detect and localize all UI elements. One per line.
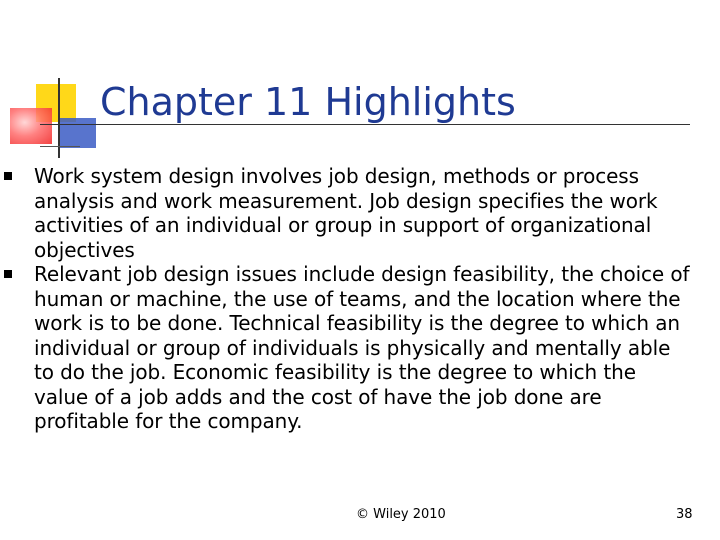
decorative-logo <box>0 0 110 170</box>
slide-title: Chapter 11 Highlights <box>100 80 516 124</box>
red-square <box>10 108 52 144</box>
square-bullet-icon <box>4 270 12 278</box>
logo-horizontal-line <box>40 124 100 125</box>
bullet-text: Work system design involves job design, methods or process analysis and work measurement. Job design specifies the work activities of an individual or group in support of organizational objectives <box>34 164 658 262</box>
logo-lower-line <box>40 146 80 147</box>
square-bullet-icon <box>4 172 12 180</box>
blue-square <box>60 118 96 148</box>
title-underline <box>100 124 690 125</box>
bullet-text: Relevant job design issues include design feasibility, the choice of human or machine, the use of teams, and the location where the work is to be done. Technical feasibility is the degree to which an individual or group of individuals is physically and mentally able to do the job. Economic feasibility is the degree to which the value of a job adds and the cost of have the job done are profitable for the company. <box>34 262 690 433</box>
bullet-item <box>0 262 720 434</box>
footer-copyright: © Wiley 2010 <box>356 507 446 522</box>
bullet-item <box>0 164 720 262</box>
bullet-list <box>0 164 720 434</box>
page-number: 38 <box>676 507 693 522</box>
